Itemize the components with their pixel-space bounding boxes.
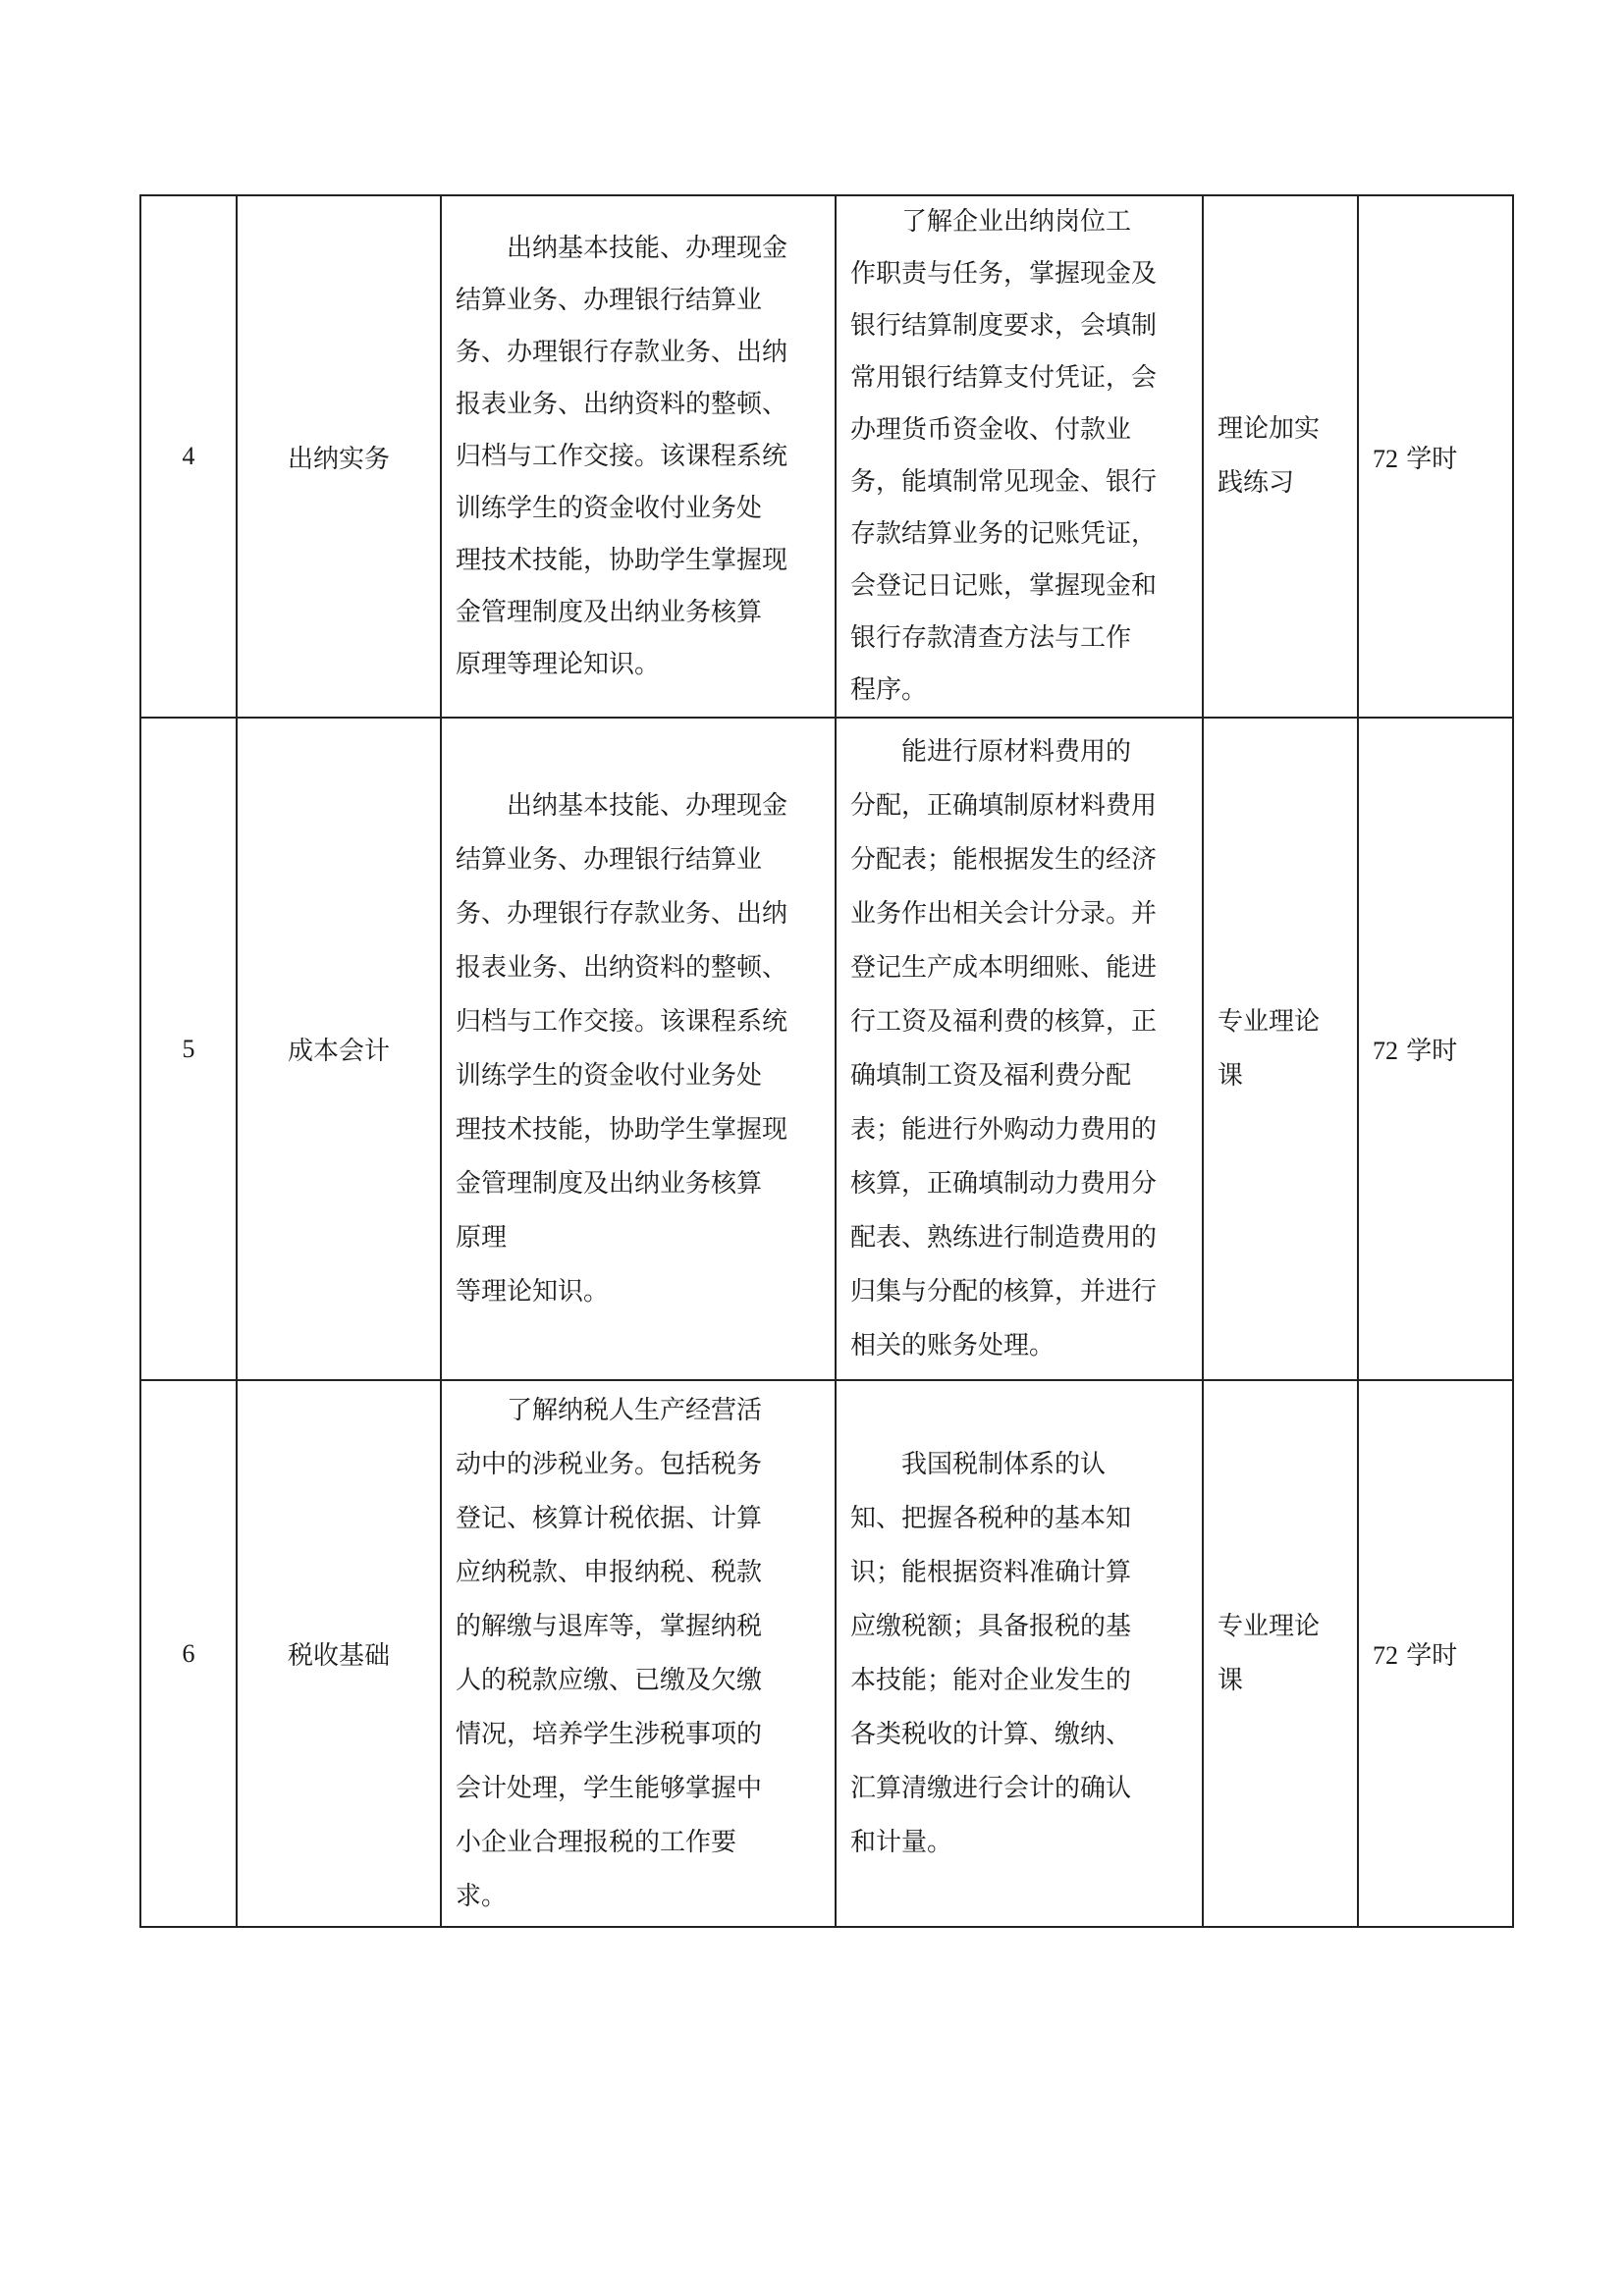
course-hours-cell <box>1358 1380 1513 1927</box>
course-number: 4 <box>140 195 237 718</box>
course-table <box>139 194 1514 1928</box>
course-name: 成本会计 <box>237 718 441 1380</box>
course-hours <box>1359 439 1512 475</box>
course-type: 专业理论 课 <box>1218 1611 1321 1695</box>
course-name: 出纳实务 <box>237 195 441 718</box>
course-hours-cell <box>1358 195 1513 718</box>
course-type-cell <box>1203 195 1358 718</box>
course-type-cell <box>1203 718 1358 1380</box>
course-content-cell <box>441 1380 836 1927</box>
course-content: 出纳基本技能、办理现金 结算业务、办理银行结算业 务、办理银行存款业务、出纳 报表业务、出纳资料的整顿、 归档与工作交接。该课程系统 训练学生的资金收付业务处 理技术技能，协助学生掌握现 金管理制度及出纳业务核算 原理等理论知识。 <box>456 233 788 679</box>
hours-number: 72 <box>1373 1037 1398 1065</box>
table-row <box>140 718 1513 1380</box>
course-goal-cell <box>836 1380 1203 1927</box>
hours-unit: 学时 <box>1406 1641 1458 1671</box>
course-goal: 了解企业出纳岗位工 作职责与任务，掌握现金及 银行结算制度要求，会填制 常用银行结算支付凭证，会 办理货币资金收、付款业 务，能填制常见现金、银行 存款结算业务的记账凭证， 会登记日记账，掌握现金和 银行存款清查方法与工作 程序。 <box>850 207 1158 705</box>
course-goal: 我国税制体系的认 知、把握各税种的基本知 识；能根据资料准确计算 应缴税额；具备报税的基 本技能；能对企业发生的 各类税收的计算、缴纳、 汇算清缴进行会计的确认 和计量。 <box>850 1449 1132 1857</box>
course-number: 5 <box>140 718 237 1380</box>
course-goal: 能进行原材料费用的 分配，正确填制原材料费用 分配表；能根据发生的经济 业务作出相关会计分录。并 登记生产成本明细账、能进 行工资及福利费的核算，正 确填制工资及福利费分配 表；能进行外购动力费用的 核算，正确填制动力费用分 配表、熟练进行制造费用的 归集与分配的核算，并进行 相关的账务处理。 <box>850 736 1158 1361</box>
table-row <box>140 1380 1513 1927</box>
course-content-cell <box>441 195 836 718</box>
course-number: 6 <box>140 1380 237 1927</box>
course-hours <box>1359 1635 1512 1672</box>
course-goal-cell <box>836 195 1203 718</box>
course-goal-cell <box>836 718 1203 1380</box>
course-content: 了解纳税人生产经营活 动中的涉税业务。包括税务 登记、核算计税依据、计算 应纳税款、申报纳税、税款 的解缴与退库等，掌握纳税 人的税款应缴、已缴及欠缴 情况，培养学生涉税事项的 会计处理，学生能够掌握中 小企业合理报税的工作要 求。 <box>456 1395 763 1911</box>
course-type-cell <box>1203 1380 1358 1927</box>
course-name: 税收基础 <box>237 1380 441 1927</box>
course-type: 专业理论 课 <box>1218 1006 1321 1091</box>
course-hours-cell <box>1358 718 1513 1380</box>
course-hours <box>1359 1031 1512 1067</box>
table-row <box>140 195 1513 718</box>
course-content: 出纳基本技能、办理现金 结算业务、办理银行结算业 务、办理银行存款业务、出纳 报表业务、出纳资料的整顿、 归档与工作交接。该课程系统 训练学生的资金收付业务处 理技术技能，协助学生掌握现 金管理制度及出纳业务核算 原理 等理论知识。 <box>456 790 788 1307</box>
hours-number: 72 <box>1373 1641 1398 1670</box>
hours-unit: 学时 <box>1406 444 1458 474</box>
hours-unit: 学时 <box>1406 1037 1458 1066</box>
course-content-cell <box>441 718 836 1380</box>
course-type: 理论加实 践练习 <box>1218 414 1321 498</box>
hours-number: 72 <box>1373 444 1398 473</box>
